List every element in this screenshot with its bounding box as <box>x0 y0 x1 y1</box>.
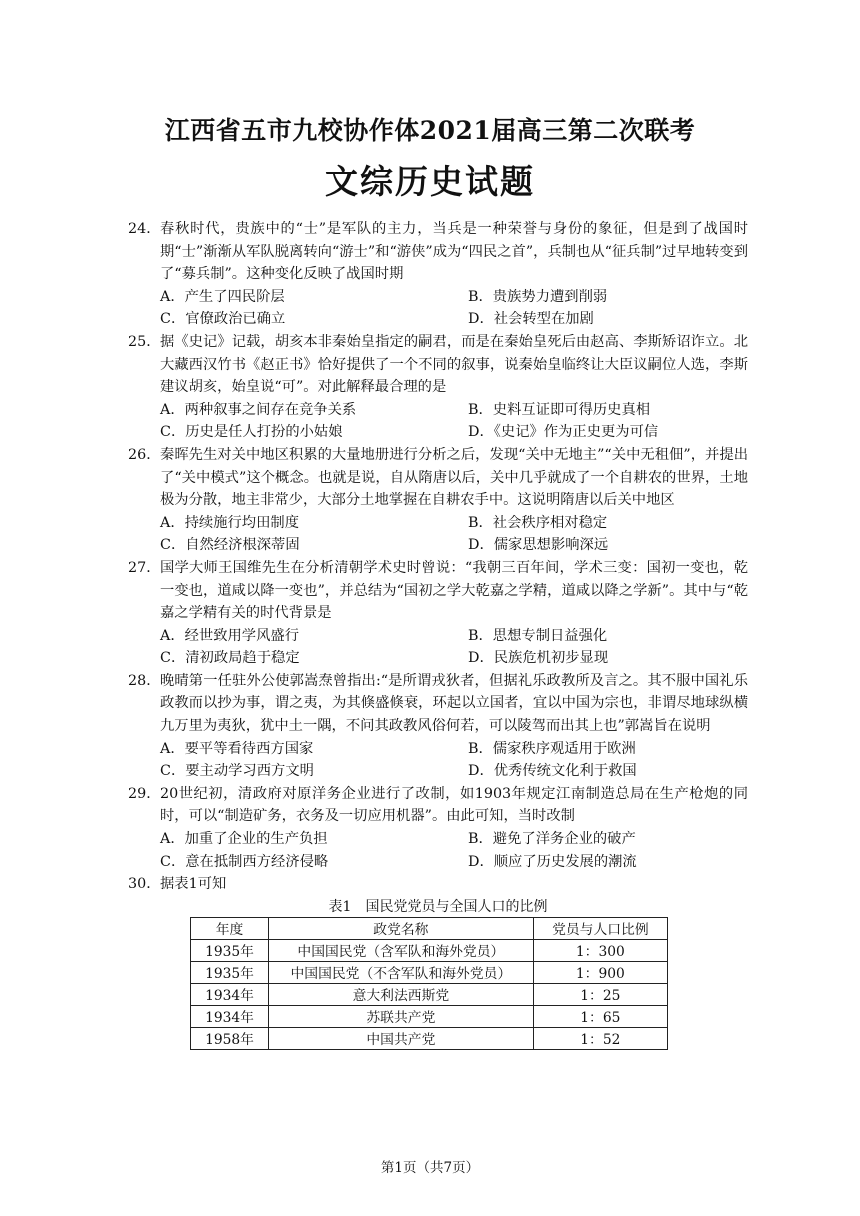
question-stem: 晚晴第一任驻外公使郭嵩焘曾指出:“是所谓戎狄者，但据礼乐政教所及言之。其不服中国礼乐政教而以抄为事，谓之夷，为其倏盛倏衰，环起以立国者，宜以中国为宗也，非谓尽地球纵横九万里为夷狄，犹中土一隅，不问其政教风俗何若，可以陵驾而出其上也”郭嵩旨在说明 <box>160 672 748 735</box>
table-row <box>191 961 668 983</box>
question-stem: 据表1可知 <box>160 876 227 893</box>
table-cell: 中国国民党（不含军队和海外党员） <box>269 961 534 983</box>
table-caption: 表1 国民党党员与全国人口的比例 <box>328 898 548 915</box>
table-row <box>191 939 668 961</box>
exam-title: 江西省五市九校协作体2021届高三第二次联考 <box>164 116 696 145</box>
question-24 <box>128 218 748 331</box>
question-stem: 国学大师王国维先生在分析清朝学术史时曾说：“我朝三百年间，学术三变：国初一变也，乾一变也，道咸以降一变也”，并总结为“国初之学大乾嘉之学精，道咸以降之学新”。其中与“乾嘉之学精有关的时代背景是 <box>160 559 748 622</box>
option-a: A．经世致用学风盛行 <box>160 627 299 644</box>
table-cell: 1934年 <box>191 1005 269 1027</box>
table-row <box>191 1005 668 1027</box>
table-cell: 1：25 <box>533 983 667 1005</box>
table-cell: 意大利法西斯党 <box>269 983 534 1005</box>
question-28 <box>128 670 748 783</box>
question-stem: 据《史记》记载，胡亥本非秦始皇指定的嗣君，而是在秦始皇死后由赵高、李斯矫诏诈立。北大藏西汉竹书《赵正书》恰好提供了一个不同的叙事，说秦始皇临终让大臣议嗣位人选，李斯建议胡亥，始皇说“可”。对此解释最合理的是 <box>160 333 748 396</box>
option-b: B．思想专制日益强化 <box>468 627 608 644</box>
table-cell: 苏联共产党 <box>269 1005 534 1027</box>
table-cell: 1934年 <box>191 983 269 1005</box>
table-cell: 1958年 <box>191 1027 269 1049</box>
option-d: D．顺应了历史发展的潮流 <box>468 853 637 870</box>
question-stem: 春秋时代，贵族中的“士”是军队的主力，当兵是一种荣誉与身份的象征，但是到了战国时期“士”渐渐从军队脱离转向“游士”和“游侠”成为“四民之首”，兵制也从“征兵制”过早地转变到了“募兵制”。这种变化反映了战国时期 <box>160 221 748 283</box>
question-number: 26． <box>128 446 161 463</box>
option-b: B．贵族势力遭到削弱 <box>468 288 608 305</box>
question-27 <box>128 557 748 670</box>
option-a: A．要平等看待西方国家 <box>160 740 314 757</box>
table-row <box>191 1027 668 1049</box>
option-d: D．《史记》作为正史更为可信 <box>468 424 659 441</box>
table-cell: 中国共产党 <box>269 1027 534 1049</box>
question-30 <box>128 873 748 1050</box>
option-a: A．持续施行均田制度 <box>160 514 299 531</box>
question-number: 30． <box>128 876 161 893</box>
column-header: 政党名称 <box>269 917 534 939</box>
table-cell: 1：900 <box>533 961 667 983</box>
table-cell: 1：300 <box>533 939 667 961</box>
question-stem: 秦晖先生对关中地区积累的大量地册进行分析之后，发现“关中无地主”“关中无租佃”，并提出了“关中模式”这个概念。也就是说，自从隋唐以后，关中几乎就成了一个自耕农的世界，土地极为分散，地主非常少，大部分土地掌握在自耕农手中。这说明隋唐以后关中地区 <box>160 446 748 509</box>
option-c: C．历史是任人打扮的小姑娘 <box>160 424 343 441</box>
option-c: C．清初政局趋于稳定 <box>160 650 300 667</box>
question-number: 25． <box>128 333 161 350</box>
option-d: D．社会转型在加剧 <box>468 311 594 328</box>
option-d: D．儒家思想影响深远 <box>468 537 609 554</box>
question-stem: 20世纪初，清政府对原洋务企业进行了改制，如1903年规定江南制造总局在生产枪炮的同时，可以“制造矿务，衣务及一切应用机器”。由此可知，当时改制 <box>160 785 748 825</box>
option-a: A．产生了四民阶层 <box>160 288 285 305</box>
question-list <box>128 218 748 1050</box>
option-c: C．自然经济根深蒂固 <box>160 537 300 554</box>
table-cell: 1：52 <box>533 1027 667 1049</box>
option-b: B．社会秩序相对稳定 <box>468 514 608 531</box>
data-table <box>190 917 668 1050</box>
table-cell: 1935年 <box>191 961 269 983</box>
option-b: B．避免了洋务企业的破产 <box>468 831 636 848</box>
page-footer: 第1页（共7页） <box>380 1160 480 1176</box>
table-cell: 中国国民党（含军队和海外党员） <box>269 939 534 961</box>
question-number: 27． <box>128 559 161 576</box>
question-number: 29． <box>128 785 161 802</box>
table-cell: 1935年 <box>191 939 269 961</box>
column-header: 党员与人口比例 <box>533 917 667 939</box>
option-c: C．官僚政治已确立 <box>160 311 286 328</box>
option-c: C．要主动学习西方文明 <box>160 763 314 780</box>
option-d: D．民族危机初步显现 <box>468 650 609 667</box>
question-number: 24． <box>128 221 161 237</box>
option-d: D．优秀传统文化利于救国 <box>468 763 637 780</box>
option-a: A．两种叙事之间存在竞争关系 <box>160 401 357 418</box>
question-25 <box>128 331 748 444</box>
option-b: B．史料互证即可得历史真相 <box>468 401 651 418</box>
table-header-row <box>191 917 668 939</box>
question-29 <box>128 783 748 873</box>
exam-subtitle: 文综历史试题 <box>325 162 535 201</box>
option-c: C．意在抵制西方经济侵略 <box>160 853 329 870</box>
option-a: A．加重了企业的生产负担 <box>160 831 328 848</box>
question-26 <box>128 444 748 557</box>
table-cell: 1：65 <box>533 1005 667 1027</box>
question-number: 28． <box>128 672 161 689</box>
table-row <box>191 983 668 1005</box>
column-header: 年度 <box>191 917 269 939</box>
option-b: B．儒家秩序观适用于欧洲 <box>468 740 636 757</box>
